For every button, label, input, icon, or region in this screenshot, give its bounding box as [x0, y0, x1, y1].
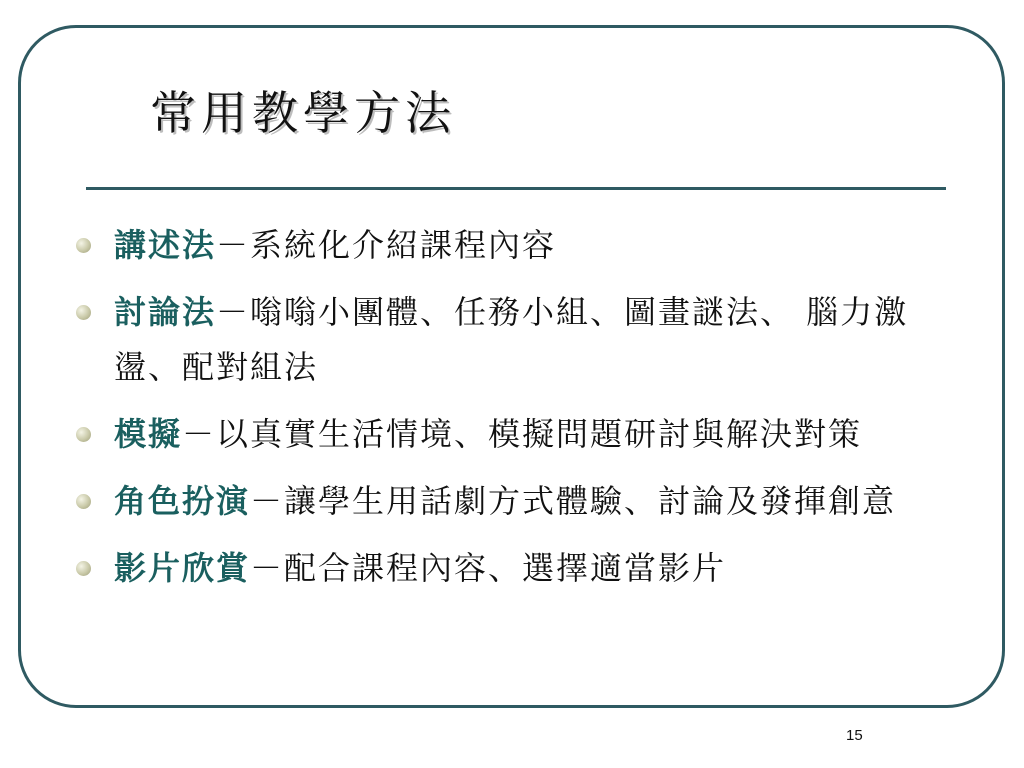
bullet-list [74, 218, 914, 608]
bullet-item [74, 285, 914, 395]
bullet-dot-icon [76, 427, 91, 442]
bullet-description: －系統化介紹課程內容 [216, 226, 557, 264]
bullet-term: 討論法 [114, 293, 217, 331]
bullet-item [74, 474, 914, 529]
bullet-term: 講述法 [114, 226, 217, 264]
bullet-dot-icon [76, 305, 91, 320]
bullet-description: －讓學生用話劇方式體驗、討論及發揮創意 [250, 482, 897, 520]
bullet-item [74, 218, 914, 273]
bullet-term: 影片欣賞 [114, 549, 251, 587]
bullet-dot-icon [76, 561, 91, 576]
bullet-item [74, 541, 914, 596]
bullet-term: 角色扮演 [114, 482, 251, 520]
bullet-item [74, 407, 914, 462]
bullet-description: －嗡嗡小團體、任務小組、圖畫謎法、 腦力激盪、配對組法 [114, 293, 909, 386]
bullet-dot-icon [76, 238, 91, 253]
slide-title: 常用教學方法 [150, 86, 456, 140]
bullet-description: －以真實生活情境、模擬問題研討與解決對策 [182, 415, 863, 453]
page-number: 15 [846, 727, 863, 744]
bullet-dot-icon [76, 494, 91, 509]
bullet-description: －配合課程內容、選擇適當影片 [250, 549, 727, 587]
bullet-term: 模擬 [114, 415, 183, 453]
title-divider [86, 187, 946, 190]
